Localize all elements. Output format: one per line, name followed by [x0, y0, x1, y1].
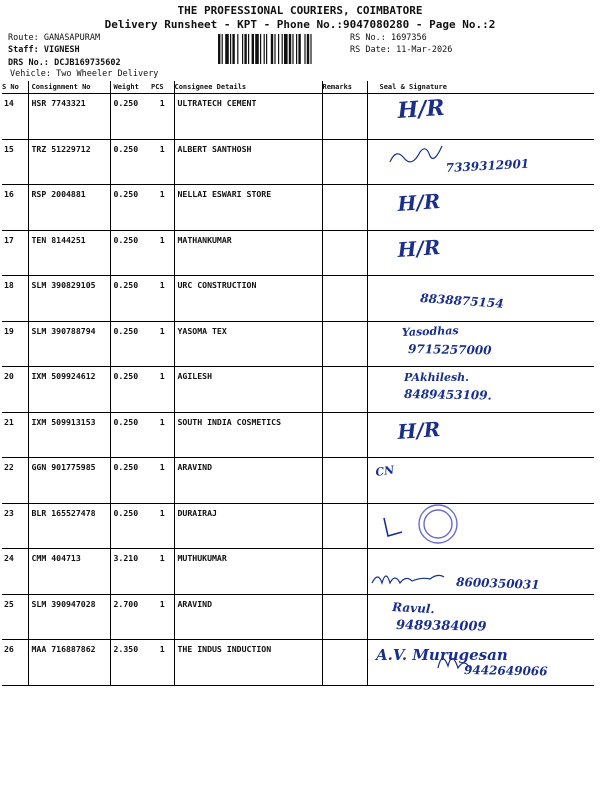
table-row: [2, 412, 594, 458]
row-consignment: SLM 390947028: [28, 594, 110, 640]
row-consignee: ALBERT SANTHOSH: [174, 139, 322, 185]
row-consignment: SLM 390788794: [28, 321, 110, 367]
col-consignment: Consignment No: [28, 81, 110, 94]
row-consignee: THE INDUS INDUCTION: [174, 640, 322, 686]
row-remarks: [322, 594, 367, 640]
row-sno: 23: [2, 503, 28, 549]
row-sno: 24: [2, 549, 28, 595]
signature-ink: [368, 185, 595, 230]
handwritten-text: H/R: [396, 416, 441, 444]
row-pcs: 1: [148, 412, 174, 458]
signature-scribble: [390, 146, 442, 162]
row-sno: 15: [2, 139, 28, 185]
handwritten-text: Yasodhas: [401, 323, 459, 339]
barcode: [218, 34, 346, 64]
route-line: [8, 33, 100, 43]
signature-ink: [368, 94, 595, 139]
runsheet-table: [2, 81, 594, 686]
row-seal-signature: [367, 549, 594, 595]
row-weight: 0.250: [110, 276, 148, 322]
row-weight: 3.210: [110, 549, 148, 595]
row-pcs: 1: [148, 94, 174, 140]
signature-ink: [368, 140, 595, 185]
rs-date-line: [350, 45, 452, 55]
route-label: Route:: [8, 33, 39, 43]
row-consignment: SLM 390829105: [28, 276, 110, 322]
row-consignment: TEN 8144251: [28, 230, 110, 276]
stamp-seal: [419, 505, 457, 543]
route-value: GANASAPURAM: [43, 33, 101, 43]
row-remarks: [322, 458, 367, 504]
row-seal-signature: [367, 139, 594, 185]
table-row: [2, 139, 594, 185]
row-weight: 0.250: [110, 412, 148, 458]
row-seal-signature: [367, 458, 594, 504]
row-consignee: SOUTH INDIA COSMETICS: [174, 412, 322, 458]
row-consignee: YASOMA TEX: [174, 321, 322, 367]
handwritten-text: 8838875154: [419, 291, 504, 311]
signature-ink: [368, 595, 595, 640]
row-consignee: DURAIRAJ: [174, 503, 322, 549]
row-remarks: [322, 139, 367, 185]
handwritten-text: CN: [374, 463, 395, 479]
signature-ink: [368, 276, 595, 321]
handwritten-text: PAkhilesh.: [403, 371, 469, 384]
vehicle-label: Vehicle:: [10, 69, 51, 79]
row-pcs: 1: [148, 503, 174, 549]
row-pcs: 1: [148, 549, 174, 595]
row-weight: 0.250: [110, 139, 148, 185]
row-sno: 19: [2, 321, 28, 367]
rs-date-value: 11-Mar-2026: [396, 45, 453, 55]
row-pcs: 1: [148, 458, 174, 504]
row-sno: 25: [2, 594, 28, 640]
table-row: [2, 458, 594, 504]
table-header-row: [2, 81, 594, 94]
row-consignee: ULTRATECH CEMENT: [174, 94, 322, 140]
row-consignee: ARAVIND: [174, 458, 322, 504]
page-subtitle: Delivery Runsheet - KPT - Phone No.:9047080280 - Page No.:2: [104, 18, 496, 31]
row-remarks: [322, 230, 367, 276]
handwritten-text: H/R: [396, 234, 441, 262]
handwritten-text: 7339312901: [444, 156, 530, 175]
row-sno: 20: [2, 367, 28, 413]
signature-scribble: [384, 518, 402, 536]
col-consignee: Consignee Details: [174, 81, 322, 94]
row-consignee: NELLAI ESWARI STORE: [174, 185, 322, 231]
signature-scribble: [372, 575, 444, 583]
handwritten-text: H/R: [396, 94, 445, 124]
table-row: [2, 594, 594, 640]
row-weight: 0.250: [110, 503, 148, 549]
col-sno: S No: [2, 81, 28, 94]
vehicle-value: Two Wheeler Delivery: [56, 69, 159, 79]
drs-line: [8, 58, 121, 68]
signature-ink: [368, 367, 595, 412]
row-weight: 0.250: [110, 367, 148, 413]
drs-label: DRS No.:: [8, 58, 49, 68]
row-consignment: IXM 509913153: [28, 412, 110, 458]
handwritten-text: 9715257000: [407, 341, 492, 357]
row-consignment: GGN 901775985: [28, 458, 110, 504]
row-consignment: RSP 2004881: [28, 185, 110, 231]
stamp-seal: [424, 510, 452, 538]
row-sno: 16: [2, 185, 28, 231]
row-consignee: ARAVIND: [174, 594, 322, 640]
row-remarks: [322, 503, 367, 549]
row-weight: 0.250: [110, 185, 148, 231]
row-weight: 0.250: [110, 230, 148, 276]
handwritten-text: H/R: [396, 189, 441, 216]
row-consignment: IXM 509924612: [28, 367, 110, 413]
table-row: [2, 230, 594, 276]
rs-no-value: 1697356: [390, 33, 427, 43]
row-remarks: [322, 94, 367, 140]
row-consignment: CMM 404713: [28, 549, 110, 595]
row-remarks: [322, 185, 367, 231]
table-row: [2, 549, 594, 595]
row-weight: 0.250: [110, 321, 148, 367]
row-consignment: HSR 7743321: [28, 94, 110, 140]
table-row: [2, 367, 594, 413]
row-consignee: MATHANKUMAR: [174, 230, 322, 276]
row-remarks: [322, 276, 367, 322]
row-seal-signature: [367, 276, 594, 322]
signature-ink: [368, 504, 595, 549]
signature-ink: [368, 458, 595, 503]
row-seal-signature: [367, 94, 594, 140]
signature-ink: [368, 640, 595, 685]
row-pcs: 1: [148, 276, 174, 322]
handwritten-text: 8489453109.: [403, 387, 492, 403]
row-seal-signature: [367, 594, 594, 640]
row-sno: 18: [2, 276, 28, 322]
table-row: [2, 640, 594, 686]
row-sno: 17: [2, 230, 28, 276]
row-weight: 0.250: [110, 458, 148, 504]
row-pcs: 1: [148, 230, 174, 276]
signature-ink: [368, 413, 595, 458]
rs-no-label: RS No.:: [350, 33, 386, 43]
col-seal: Seal & Signature: [367, 81, 594, 94]
row-pcs: 1: [148, 367, 174, 413]
row-sno: 22: [2, 458, 28, 504]
row-consignment: TRZ 51229712: [28, 139, 110, 185]
row-weight: 2.350: [110, 640, 148, 686]
row-pcs: 1: [148, 139, 174, 185]
row-pcs: 1: [148, 594, 174, 640]
row-seal-signature: [367, 367, 594, 413]
rs-no-line: [350, 33, 427, 43]
row-pcs: 1: [148, 640, 174, 686]
signature-ink: [368, 549, 595, 594]
handwritten-text: Ravul.: [391, 599, 435, 616]
table-row: [2, 503, 594, 549]
row-consignee: URC CONSTRUCTION: [174, 276, 322, 322]
vehicle-line: [10, 69, 158, 79]
row-seal-signature: [367, 321, 594, 367]
staff-line: [8, 45, 80, 55]
row-seal-signature: [367, 185, 594, 231]
row-remarks: [322, 321, 367, 367]
row-pcs: 1: [148, 321, 174, 367]
drs-value: DCJB169735602: [54, 58, 121, 68]
row-remarks: [322, 367, 367, 413]
row-sno: 21: [2, 412, 28, 458]
col-weight: Weight: [110, 81, 148, 94]
handwritten-text: 8600350031: [455, 575, 540, 592]
table-row: [2, 94, 594, 140]
staff-label: Staff:: [8, 45, 39, 55]
row-remarks: [322, 640, 367, 686]
handwritten-text: A.V. Murugesan: [375, 646, 508, 664]
row-sno: 26: [2, 640, 28, 686]
row-consignee: MUTHUKUMAR: [174, 549, 322, 595]
page-title: THE PROFESSIONAL COURIERS, COIMBATORE: [177, 4, 423, 17]
row-consignment: BLR 165527478: [28, 503, 110, 549]
row-seal-signature: [367, 230, 594, 276]
row-sno: 14: [2, 94, 28, 140]
row-weight: 2.700: [110, 594, 148, 640]
table-row: [2, 185, 594, 231]
col-pcs: PCS: [148, 81, 174, 94]
row-consignee: AGILESH: [174, 367, 322, 413]
row-seal-signature: [367, 412, 594, 458]
rs-date-label: RS Date:: [350, 45, 391, 55]
row-consignment: MAA 716887862: [28, 640, 110, 686]
row-weight: 0.250: [110, 94, 148, 140]
row-seal-signature: [367, 640, 594, 686]
table-row: [2, 276, 594, 322]
signature-ink: [368, 322, 595, 367]
signature-ink: [368, 231, 595, 276]
row-remarks: [322, 549, 367, 595]
col-remarks: Remarks: [322, 81, 367, 94]
table-row: [2, 321, 594, 367]
staff-value: VIGNESH: [43, 45, 80, 55]
row-remarks: [322, 412, 367, 458]
handwritten-text: 9442649066: [463, 663, 548, 679]
handwritten-text: 9489384009: [395, 617, 487, 635]
row-seal-signature: [367, 503, 594, 549]
row-pcs: 1: [148, 185, 174, 231]
